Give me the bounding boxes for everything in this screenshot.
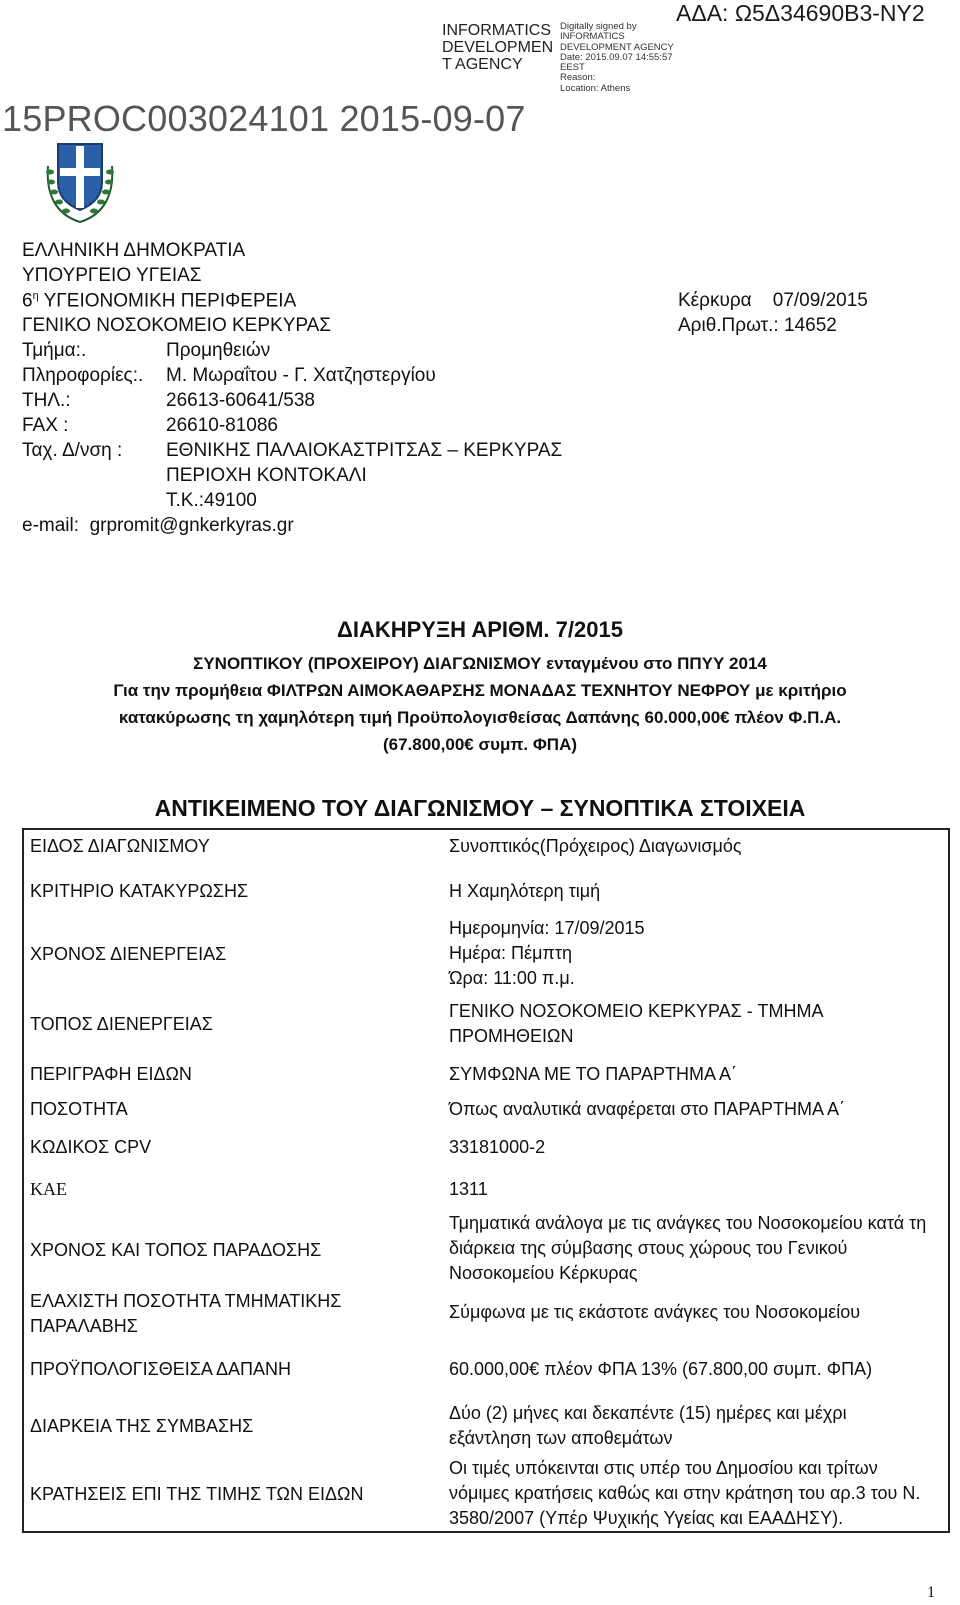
row-value: Όπως αναλυτικά αναφέρεται στο ΠΑΡΑΡΤΗΜΑ Α΄ bbox=[449, 1099, 846, 1119]
date: 07/09/2015 bbox=[772, 290, 868, 311]
row-label: ΚΑΕ bbox=[30, 1179, 67, 1199]
header-country: ΕΛΛΗΝΙΚΗ ΔΗΜΟΚΡΑΤΙΑ bbox=[22, 240, 246, 261]
row-label: ΚΡΙΤΗΡΙΟ ΚΑΤΑΚΥΡΩΣΗΣ bbox=[30, 881, 249, 901]
postal-code: Τ.Κ.:49100 bbox=[166, 490, 257, 511]
row-value-line: διάρκεια της σύμβασης στους χώρους του Γενικού bbox=[449, 1238, 848, 1258]
row-value bbox=[449, 1211, 944, 1286]
subtitle-line: Για την προμήθεια ΦΙΛΤΡΩΝ ΑΙΜΟΚΑΘΑΡΣΗΣ ΜΟΝΑΔΑΣ ΤΕΧΝΗΤΟΥ ΝΕΦΡΟΥ με κριτήριο bbox=[113, 681, 847, 700]
address-value: ΕΘΝΙΚΗΣ ΠΑΛΑΙΟΚΑΣΤΡΙΤΣΑΣ – ΚΕΡΚΥΡΑΣ bbox=[166, 440, 563, 461]
section-heading: ΑΝΤΙΚΕΙΜΕΝΟ ΤΟΥ ΔΙΑΓΩΝΙΣΜΟΥ – ΣΥΝΟΠΤΙΚΑ ΣΤΟΙΧΕΙΑ bbox=[154, 795, 806, 821]
signature-org bbox=[442, 22, 560, 73]
subtitle-line: (67.800,00€ συμπ. ΦΠΑ) bbox=[382, 735, 578, 754]
row-value: Σύμφωνα με τις εκάστοτε ανάγκες του Νοσοκομείου bbox=[449, 1302, 861, 1322]
address-label: Ταχ. Δ/νση : bbox=[22, 440, 123, 461]
header-region bbox=[22, 290, 296, 312]
row-label: ΠΡΟΫΠΟΛΟΓΙΣΘΕΙΣΑ ΔΑΠΑΝΗ bbox=[30, 1359, 291, 1379]
header-fax bbox=[22, 415, 278, 437]
signature-detail-line: DEVELOPMENT AGENCY bbox=[560, 41, 674, 53]
row-value: ΣΥΜΦΩΝΑ ΜΕ ΤΟ ΠΑΡΑΡΤΗΜΑ Α΄ bbox=[449, 1064, 737, 1084]
header-hospital: ΓΕΝΙΚΟ ΝΟΣΟΚΟΜΕΙΟ ΚΕΡΚΥΡΑΣ bbox=[22, 315, 332, 336]
row-value-line: Οι τιμές υπόκεινται στις υπέρ του Δημοσίου και τρίτων bbox=[449, 1458, 878, 1478]
signature-org-line: INFORMATICS bbox=[442, 22, 552, 39]
row-value: Η Χαμηλότερη τιμή bbox=[449, 881, 601, 901]
department-value: Προμηθειών bbox=[166, 340, 271, 361]
row-label: ΕΙΔΟΣ ΔΙΑΓΩΝΙΣΜΟΥ bbox=[30, 836, 210, 856]
row-label: ΚΡΑΤΗΣΕΙΣ ΕΠΙ ΤΗΣ ΤΙΜΗΣ ΤΩΝ ΕΙΔΩΝ bbox=[30, 1484, 364, 1504]
document-number: 15PROC003024101 2015-09-07 bbox=[2, 98, 526, 139]
row-value-line: εξάντληση των αποθεμάτων bbox=[449, 1428, 673, 1448]
declaration-subtitle bbox=[0, 650, 960, 758]
row-value: 1311 bbox=[449, 1179, 488, 1199]
row-label: ΤΟΠΟΣ ΔΙΕΝΕΡΓΕΙΑΣ bbox=[30, 1014, 213, 1034]
row-label: ΔΙΑΡΚΕΙΑ ΤΗΣ ΣΥΜΒΑΣΗΣ bbox=[30, 1416, 254, 1436]
signature-org-line: T AGENCY bbox=[442, 56, 523, 73]
greek-emblem-icon bbox=[42, 136, 118, 228]
row-value: 33181000-2 bbox=[449, 1137, 546, 1157]
place-date bbox=[678, 290, 868, 312]
row-label: ΧΡΟΝΟΣ ΚΑΙ ΤΟΠΟΣ ΠΑΡΑΔΟΣΗΣ bbox=[30, 1240, 322, 1260]
header-email bbox=[22, 515, 294, 537]
row-label: ΠΕΡΙΓΡΑΦΗ ΕΙΔΩΝ bbox=[30, 1064, 192, 1084]
header-info bbox=[22, 365, 436, 387]
page-number: 1 bbox=[927, 1584, 935, 1601]
signature-detail-line: Digitally signed by bbox=[560, 21, 637, 32]
signature-detail-line: EEST bbox=[560, 62, 585, 74]
tel-value: 26613-60641/538 bbox=[166, 390, 315, 411]
subtitle-line: κατακύρωσης τη χαμηλότερη τιμή Προϋπολογισθείσας Δαπάνης 60.000,00€ πλέον Φ.Π.Α. bbox=[118, 708, 842, 727]
header-address-line2 bbox=[22, 465, 367, 487]
declaration-title: ΔΙΑΚΗΡΥΞΗ ΑΡΙΘΜ. 7/2015 bbox=[337, 617, 623, 642]
header-department bbox=[22, 340, 270, 362]
row-label: ΠΟΣΟΤΗΤΑ bbox=[30, 1099, 128, 1119]
row-value bbox=[449, 1456, 944, 1531]
protocol-label: Αριθ.Πρωτ.: bbox=[678, 315, 779, 336]
ada-code: ΑΔΑ: Ω5Δ34690Β3-ΝΥ2 bbox=[676, 0, 925, 26]
fax-label: FAX : bbox=[22, 415, 69, 436]
header-region-number: 6 bbox=[22, 290, 33, 312]
row-value-line: Ημέρα: Πέμπτη bbox=[449, 943, 572, 963]
info-label: Πληροφορίες:. bbox=[22, 365, 144, 386]
signature-detail-line: Date: 2015.09.07 14:55:57 bbox=[560, 51, 673, 63]
email-value: grpromit@gnkerkyras.gr bbox=[89, 515, 294, 536]
address-value: ΠΕΡΙΟΧΗ ΚΟΝΤΟΚΑΛΙ bbox=[166, 465, 367, 486]
row-value-line: Νοσοκομείου Κέρκυρας bbox=[449, 1263, 638, 1283]
row-value-line: ΠΡΟΜΗΘΕΙΩΝ bbox=[449, 1026, 574, 1046]
place: Κέρκυρα bbox=[678, 290, 752, 311]
row-value: 60.000,00€ πλέον ΦΠΑ 13% (67.800,00 συμπ. ΦΠΑ) bbox=[449, 1359, 873, 1379]
header-ministry: ΥΠΟΥΡΓΕΙΟ ΥΓΕΙΑΣ bbox=[22, 265, 202, 286]
row-value-line: Δύο (2) μήνες και δεκαπέντε (15) ημέρες και μέχρι bbox=[449, 1403, 847, 1423]
info-value: Μ. Μωραΐτου - Γ. Χατζηστεργίου bbox=[166, 365, 436, 386]
header-address-line3 bbox=[22, 490, 257, 512]
signature-detail-line: Location: Athens bbox=[560, 82, 631, 94]
email-label: e-mail: bbox=[22, 515, 80, 536]
fax-value: 26610-81086 bbox=[166, 415, 278, 436]
row-label: ΧΡΟΝΟΣ ΔΙΕΝΕΡΓΕΙΑΣ bbox=[30, 944, 227, 964]
signature-org-line: DEVELOPMEN bbox=[442, 39, 554, 56]
protocol-number bbox=[678, 315, 837, 337]
row-label: ΚΩΔΙΚΟΣ CPV bbox=[30, 1137, 152, 1157]
row-label-line: ΠΑΡΑΛΑΒΗΣ bbox=[30, 1316, 138, 1336]
row-value-line: 3580/2007 (Υπέρ Ψυχικής Υγείας και ΕΑΑΔΗΣΥ). bbox=[449, 1508, 844, 1528]
department-label: Τμήμα:. bbox=[22, 340, 87, 361]
row-value-line: Τμηματικά ανάλογα με τις ανάγκες του Νοσοκομείου κατά τη bbox=[449, 1213, 927, 1233]
row-value: Συνοπτικός(Πρόχειρος) Διαγωνισμός bbox=[449, 836, 742, 856]
tel-label: ΤΗΛ.: bbox=[22, 390, 71, 411]
signature-detail-line: INFORMATICS bbox=[560, 31, 625, 43]
row-value-line: Ώρα: 11:00 π.μ. bbox=[449, 968, 575, 988]
row-value bbox=[449, 916, 944, 991]
row-value-line: νόμιμες κρατήσεις καθώς και στην κράτηση του αρ.3 του Ν. bbox=[449, 1483, 921, 1503]
signature-detail-line: Reason: bbox=[560, 72, 596, 84]
row-label bbox=[30, 1289, 430, 1339]
protocol-value: 14652 bbox=[784, 315, 837, 336]
header-tel bbox=[22, 390, 315, 412]
header-address bbox=[22, 440, 562, 462]
row-label-line: ΕΛΑΧΙΣΤΗ ΠΟΣΟΤΗΤΑ ΤΜΗΜΑΤΙΚΗΣ bbox=[30, 1291, 342, 1311]
row-value bbox=[449, 1401, 944, 1451]
row-value bbox=[449, 999, 944, 1049]
header-region-sup: η bbox=[32, 290, 39, 302]
subtitle-line: ΣΥΝΟΠΤΙΚΟΥ (ΠΡΟΧΕΙΡΟΥ) ΔΙΑΓΩΝΙΣΜΟΥ ενταγμένου στο ΠΠΥΥ 2014 bbox=[193, 654, 767, 673]
header-region-text: ΥΓΕΙΟΝΟΜΙΚΗ ΠΕΡΙΦΕΡΕΙΑ bbox=[38, 290, 297, 312]
row-value-line: Ημερομηνία: 17/09/2015 bbox=[449, 918, 645, 938]
row-value-line: ΓΕΝΙΚΟ ΝΟΣΟΚΟΜΕΙΟ ΚΕΡΚΥΡΑΣ - ΤΜΗΜΑ bbox=[449, 1001, 824, 1021]
signature-details bbox=[560, 22, 690, 94]
